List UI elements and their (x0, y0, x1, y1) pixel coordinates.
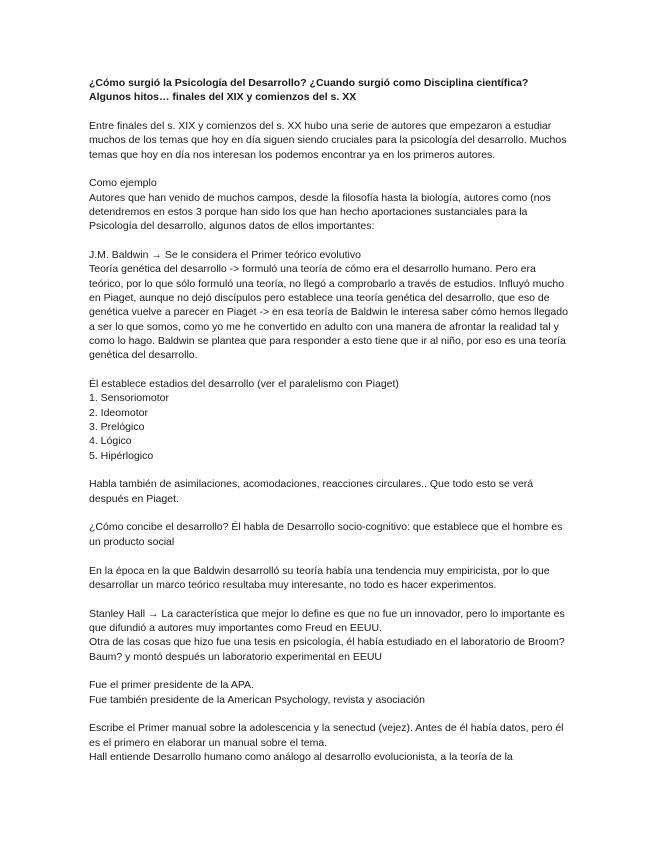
assimilation-paragraph: Habla también de asimilaciones, acomodaciones, reacciones circulares.. Que todo esto se verá después en Piaget. (89, 478, 534, 505)
hall-final-paragraph: Hall entiende Desarrollo humano como análogo al desarrollo evolucionista, a la teoría de la (89, 750, 513, 763)
development-question: ¿Cómo concibe el desarrollo? Él habla de Desarrollo socio-cognitivo: que establece que el hombre es un producto social (89, 521, 563, 548)
baldwin-heading: J.M. Baldwin → Se le considera el Primer teórico evolutivo (89, 249, 361, 262)
american-psych-line: Fue también presidente de la American Psychology, revista y asociación (89, 693, 425, 706)
stages-intro: Él establece estadios del desarrollo (ver el paralelismo con Piaget) (89, 378, 399, 391)
manual-paragraph: Escribe el Primer manual sobre la adolescencia y la senectud (vejez). Antes de él había datos, pero él es el primero en elaborar un manual sobre el tema. (89, 722, 564, 749)
intro-paragraph: Entre finales del s. XIX y comienzos del s. XX hubo una serie de autores que empezaron a estudiar muchos de los temas que hoy en día siguen siendo cruciales para la psicología del desarrollo. Muchos temas que hoy en día nos interesan los podemos encontrar ya en los primeros autores. (89, 120, 567, 161)
document-body (89, 76, 569, 764)
stage-item: 1. Sensoriomotor (89, 392, 169, 405)
stage-item: 3. Prelógico (89, 420, 145, 433)
stage-item: 5. Hipérlogico (89, 449, 154, 462)
hall-paragraph-2: Otra de las cosas que hizo fue una tesis en psicología, él había estudiado en el laboratorio de Broom?Baum? y montó después un laboratorio experimental en EEUU (89, 636, 565, 663)
stage-item: 2. Ideomotor (89, 406, 148, 419)
example-heading: Como ejemplo (89, 177, 157, 190)
era-paragraph: En la época en la que Baldwin desarrolló su teoría había una tendencia muy empiricista, por lo que desarrollar un marco teórico resultaba muy interesante, no todo es hacer experimentos. (89, 564, 550, 591)
example-paragraph: Autores que han venido de muchos campos, desde la filosofía hasta la biología, autores como (nos detendremos en estos 3 porque han sido los que han hecho aportaciones sustanciales para la Psicología del desarrollo, algunos datos de ellos importantes: (89, 191, 551, 233)
document-title: ¿Cómo surgió la Psicología del Desarrollo? ¿Cuando surgió como Disciplina científica? Algunos hitos… finales del XIX y comienzos del s. XX (89, 77, 529, 104)
apa-line: Fue el primer presidente de la APA. (89, 679, 254, 692)
stage-item: 4. Lógico (89, 435, 132, 448)
baldwin-paragraph: Teoría genética del desarrollo -> formuló una teoría de cómo era el desarrollo humano. Pero era teórico, por lo que sólo formuló una teoría, no llegó a comprobarlo a través de estudios. Influyó mucho en Piaget, aunque no dejó discípulos pero establece una teoría genética del desarrollo, que eso de genética vuelve a parecer en Piaget -> en esa teoría de Baldwin le interesa saber cómo hemos llegado a ser lo que somos, como yo me he convertido en adulto con una manera de afrontar la realidad tal y como lo hago. Baldwin se plantea que para responder a esto tiene que ir al niño, por eso es una teoría genética del desarrollo. (89, 263, 568, 362)
hall-paragraph: Stanley Hall → La característica que mejor lo define es que no fue un innovador, pero lo importante es que difundió a autores muy importantes como Freud en EEUU. (89, 607, 565, 634)
